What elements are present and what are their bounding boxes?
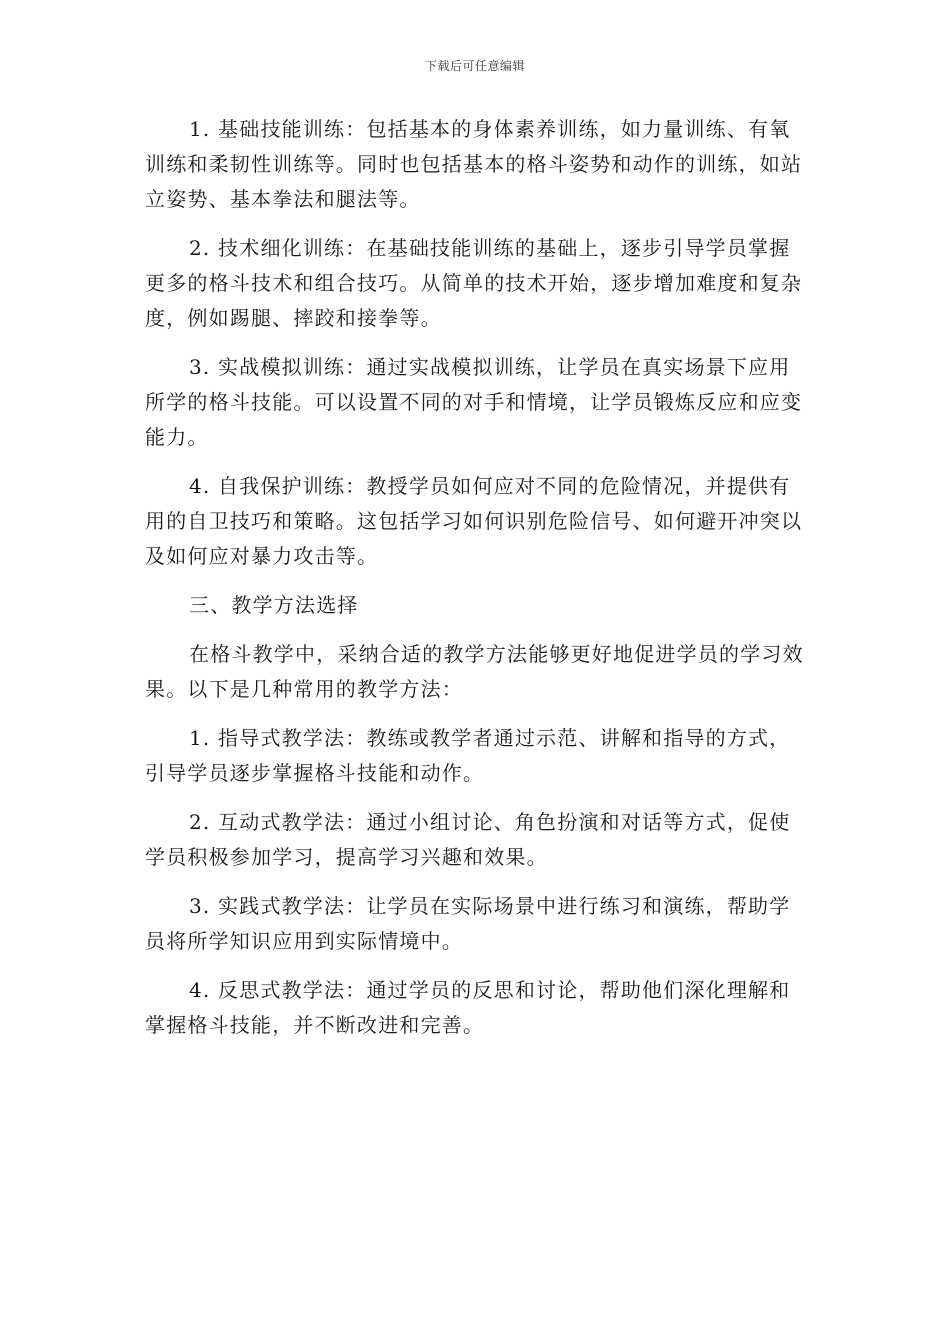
paragraph-interactive-method: 2. 互动式教学法：通过小组讨论、角色扮演和对话等方式，促使学员积极参加学习，提高学习兴趣和效果。: [145, 810, 791, 869]
paragraph-basic-skills: 1. 基础技能训练：包括基本的身体素养训练，如力量训练、有氧训练和柔韧性训练等。同时也包括基本的格斗姿势和动作的训练，如站立姿势、基本拳法和腿法等。: [145, 117, 803, 211]
paragraph-combat-simulation: 3. 实战模拟训练：通过实战模拟训练，让学员在真实场景下应用所学的格斗技能。可以设置不同的对手和情境，让学员锻炼反应和应变能力。: [145, 355, 803, 449]
paragraph-practice-method: 3. 实践式教学法：让学员在实际场景中进行练习和演练，帮助学员将所学知识应用到实际情境中。: [145, 894, 791, 953]
paragraph-self-protection: 4. 自我保护训练：教授学员如何应对不同的危险情况，并提供有用的自卫技巧和策略。这包括学习如何识别危险信号、如何避开冲突以及如何应对暴力攻击等。: [145, 474, 803, 568]
document-body: [145, 112, 810, 1057]
paragraph-guided-method: 1. 指导式教学法：教练或教学者通过示范、讲解和指导的方式，引导学员逐步掌握格斗技能和动作。: [145, 726, 791, 785]
section-heading-teaching-methods: 三、教学方法选择: [189, 593, 359, 617]
paragraph-technique-refinement: 2. 技术细化训练：在基础技能训练的基础上，逐步引导学员掌握更多的格斗技术和组合技巧。从简单的技术开始，逐步增加难度和复杂度，例如踢腿、摔跤和接拳等。: [145, 236, 803, 330]
paragraph-reflective-method: 4. 反思式教学法：通过学员的反思和讨论，帮助他们深化理解和掌握格斗技能，并不断改进和完善。: [145, 978, 791, 1037]
paragraph-methods-intro: 在格斗教学中，采纳合适的教学方法能够更好地促进学员的学习效果。以下是几种常用的教学方法：: [145, 642, 804, 701]
page-header: 下载后可任意编辑: [424, 59, 525, 73]
